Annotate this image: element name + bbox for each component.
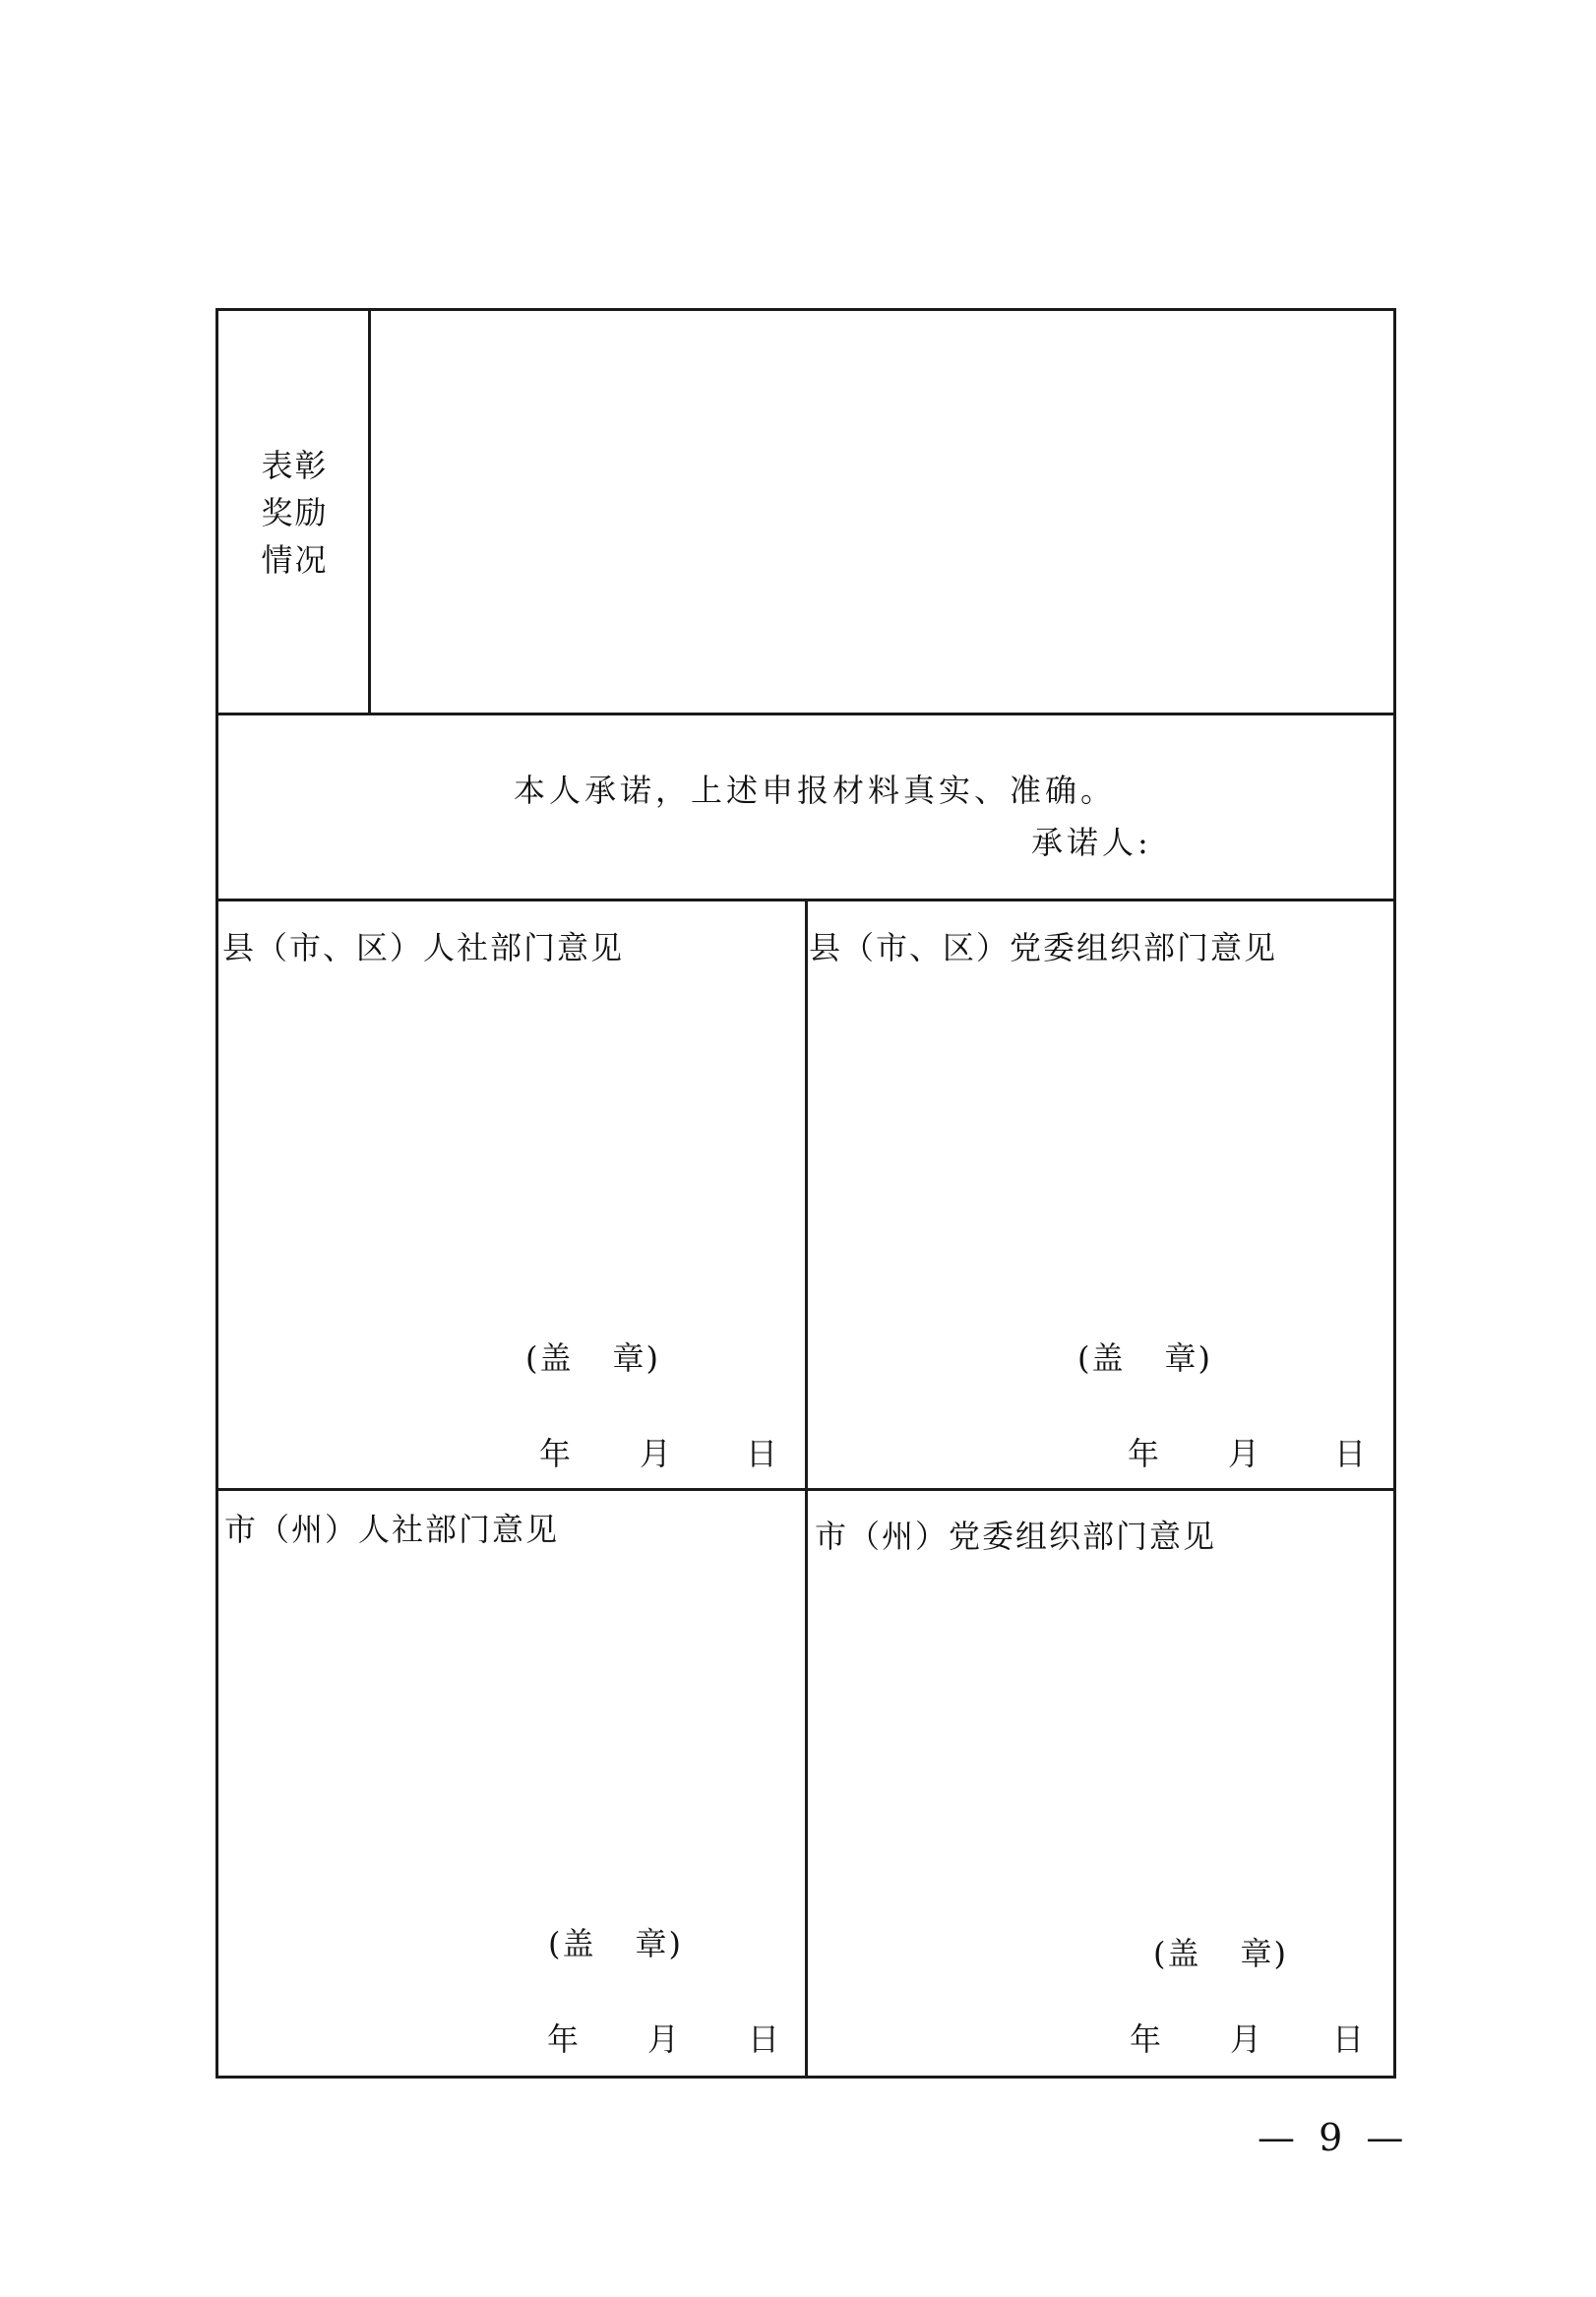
seal-close: 章) bbox=[1240, 1935, 1288, 1972]
commitment-statement: 本人承诺，上述申报材料真实、准确。 bbox=[514, 772, 1117, 809]
seal-close: 章) bbox=[1164, 1339, 1212, 1377]
date-day: 日 bbox=[1332, 2020, 1365, 2058]
seal-open: (盖 bbox=[525, 1339, 574, 1377]
date-month: 月 bbox=[640, 1435, 672, 1472]
county-hr-seal bbox=[525, 1334, 660, 1379]
awards-label-line-2: 奖励 bbox=[261, 494, 329, 531]
date-year: 年 bbox=[1128, 1435, 1160, 1472]
opinion-row-divider bbox=[218, 1488, 1393, 1491]
county-hr-opinion-title: 县（市、区）人社部门意见 bbox=[222, 929, 625, 966]
seal-open: (盖 bbox=[548, 1925, 596, 1962]
date-month: 月 bbox=[647, 2020, 680, 2058]
application-form-table bbox=[215, 308, 1396, 2079]
county-party-org-seal bbox=[1077, 1334, 1212, 1379]
date-year: 年 bbox=[539, 1435, 572, 1472]
date-year: 年 bbox=[547, 2020, 580, 2058]
seal-open: (盖 bbox=[1153, 1935, 1201, 1972]
seal-close: 章) bbox=[635, 1925, 683, 1962]
seal-open: (盖 bbox=[1077, 1339, 1126, 1377]
awards-label-line-3: 情况 bbox=[261, 541, 329, 579]
county-party-org-opinion-title: 县（市、区）党委组织部门意见 bbox=[809, 929, 1278, 966]
date-day: 日 bbox=[746, 1435, 778, 1472]
seal-close: 章) bbox=[612, 1339, 660, 1377]
commitment-signatory-label: 承诺人: bbox=[1031, 824, 1152, 861]
date-day: 日 bbox=[748, 2020, 780, 2058]
city-hr-seal bbox=[548, 1919, 683, 1964]
city-party-org-opinion-title: 市（州）党委组织部门意见 bbox=[815, 1518, 1217, 1555]
city-hr-opinion-title: 市（州）人社部门意见 bbox=[224, 1511, 560, 1548]
date-month: 月 bbox=[1228, 1435, 1260, 1472]
page-number: — 9 — bbox=[1258, 2116, 1410, 2159]
awards-content-field[interactable] bbox=[374, 315, 1387, 709]
date-day: 日 bbox=[1334, 1435, 1367, 1472]
city-party-org-seal bbox=[1153, 1929, 1288, 1974]
date-year: 年 bbox=[1130, 2020, 1162, 2058]
awards-label-line-1: 表彰 bbox=[261, 447, 329, 484]
awards-row-divider bbox=[218, 713, 1393, 715]
opinion-column-divider bbox=[805, 899, 808, 2076]
date-month: 月 bbox=[1230, 2020, 1262, 2058]
awards-label bbox=[218, 311, 371, 714]
